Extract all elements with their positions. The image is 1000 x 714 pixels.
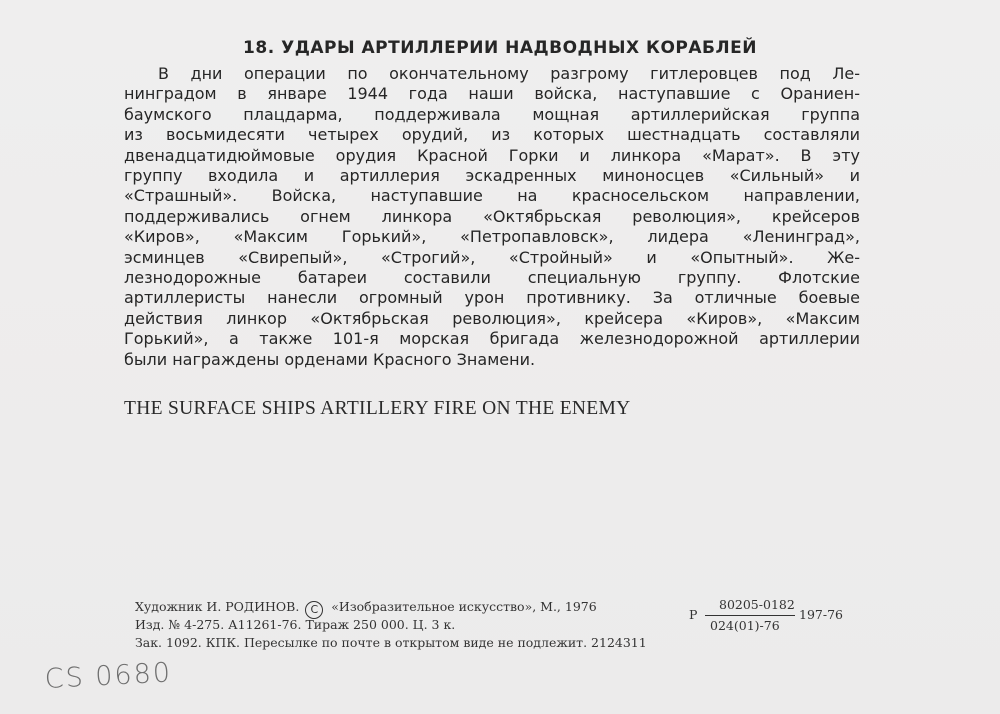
body-line: были награждены орденами Красного Знамени. bbox=[124, 349, 536, 369]
body-line: «Киров», «Максим Горький», «Петропавловск», лидера «Ленинград», bbox=[124, 227, 860, 247]
body-line: действия линкор «Октябрьская революция», крейсера «Киров», «Максим bbox=[124, 308, 860, 328]
body-line: Горький», а также 101-я морская бригада железнодорожной артиллерии bbox=[124, 329, 860, 349]
imprint-line-2: Изд. № 4-275. А11261-76. Тираж 250 000. Ц. 3 к. bbox=[135, 617, 456, 632]
caption-body bbox=[124, 64, 860, 370]
artist-credit: Художник И. РОДИНОВ. bbox=[135, 599, 300, 614]
imprint-line-1 bbox=[135, 598, 647, 616]
body-line: артиллеристы нанесли огромный урон противнику. За отличные боевые bbox=[124, 288, 860, 308]
code-denominator: 024(01)-76 bbox=[710, 618, 780, 633]
body-line: лезнодорожные батареи составили специальную группу. Флотские bbox=[124, 268, 860, 288]
body-line: В дни операции по окончательному разгрому гитлеровцев под Ле- bbox=[158, 64, 860, 83]
copyright-icon: C bbox=[305, 601, 323, 619]
body-line: баумского плацдарма, поддерживала мощная артиллерийская группа bbox=[124, 104, 860, 124]
body-line: «Страшный». Войска, наступавшие на красносельском направлении, bbox=[124, 186, 860, 206]
body-line: из восьмидесяти четырех орудий, из которых шестнадцать составляли bbox=[124, 125, 860, 145]
body-line: поддерживались огнем линкора «Октябрьская революция», крейсеров bbox=[124, 206, 860, 226]
fraction-bar bbox=[705, 615, 795, 616]
caption-title: 18. УДАРЫ АРТИЛЛЕРИИ НАДВОДНЫХ КОРАБЛЕЙ bbox=[243, 38, 757, 58]
code-suffix: 197-76 bbox=[799, 607, 843, 622]
publisher-imprint bbox=[135, 598, 647, 652]
body-line: двенадцатидюймовые орудия Красной Горки и линкора «Марат». В эту bbox=[124, 145, 860, 165]
imprint-line-3: Зак. 1092. КПК. Пересылке по почте в открытом виде не подлежит. 2124311 bbox=[135, 635, 647, 650]
body-line: нинградом в январе 1944 года наши войска, наступавшие с Ораниен- bbox=[124, 84, 860, 104]
price-prefix: Р bbox=[689, 607, 698, 622]
body-line: эсминцев «Свирепый», «Строгий», «Стройный» и «Опытный». Же- bbox=[124, 247, 860, 267]
english-title: THE SURFACE SHIPS ARTILLERY FIRE ON THE ENEMY bbox=[124, 398, 631, 419]
handwritten-mark: CS 0680 bbox=[44, 657, 173, 695]
body-line: группу входила и артиллерия эскадренных миноносцев «Сильный» и bbox=[124, 166, 860, 186]
publisher-name: «Изобразительное искусство», М., 1976 bbox=[331, 599, 597, 614]
code-numerator: 80205-0182 bbox=[719, 597, 795, 612]
